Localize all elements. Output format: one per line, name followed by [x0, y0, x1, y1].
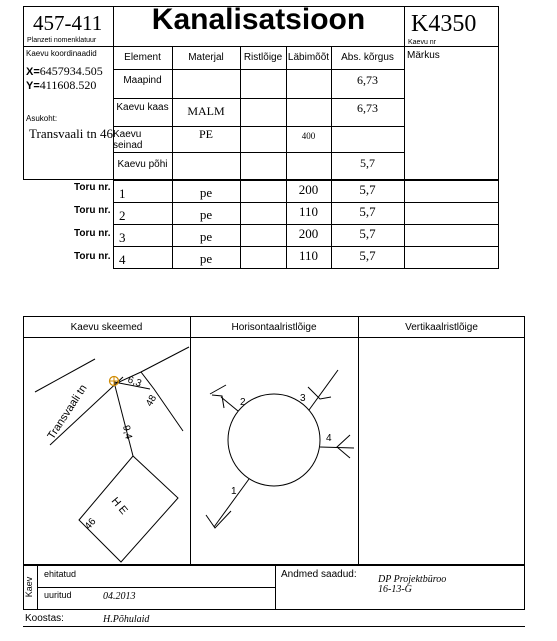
row-ground-element: Maapind	[123, 74, 162, 86]
horizontal-section	[190, 337, 358, 565]
row-ground-elevation: 6,73	[357, 72, 378, 87]
pipe-4-material: pe	[199, 251, 213, 266]
well-marker-icon	[109, 376, 119, 386]
pipe-2-material: pe	[199, 207, 213, 222]
pipe-2-label: Toru nr.	[74, 205, 111, 216]
surveyed-value: 04.2013	[103, 591, 136, 602]
pipe-1-nr: 1	[119, 186, 126, 201]
location-value: Transvaali tn 46	[29, 126, 114, 141]
pipe-4-diameter: 110	[298, 248, 319, 263]
col-header-element: Element	[124, 51, 161, 63]
pipe-number-3: 3	[300, 393, 306, 404]
well-number: K4350	[411, 11, 477, 37]
pipe-number-1: 1	[231, 486, 237, 497]
row-walls-element: Kaevu seinad	[113, 129, 143, 151]
pipe-1-label: Toru nr.	[74, 182, 111, 193]
col-header-notes: Märkus	[407, 50, 440, 61]
col-header-material: Materjal	[188, 51, 224, 63]
pipe-3-label: Toru nr.	[74, 228, 111, 239]
plan-caption: Planzeti nomenklatuur	[27, 37, 97, 44]
pipe-4-label: Toru nr.	[74, 251, 111, 262]
pipe-2-elevation: 5,7	[359, 204, 376, 219]
data-source-label: Andmed saadud:	[281, 569, 357, 580]
footer-vertical-label: Kaev	[24, 576, 34, 598]
dim-63: 6,3	[125, 374, 143, 390]
row-bottom-element: Kaevu põhi	[117, 158, 168, 170]
well-caption: Kaevu nr	[408, 39, 437, 46]
compiled-label: Koostas:	[25, 613, 64, 624]
pipe-number-2: 2	[240, 397, 246, 408]
street-label: Transvaali tn	[45, 382, 90, 442]
pipe-number-4: 4	[326, 433, 332, 444]
row-lid-elevation: 6,73	[357, 100, 378, 115]
x-coordinate: X=6457934.505	[26, 64, 103, 78]
pipe-2-diameter: 110	[298, 204, 319, 219]
row-bottom-elevation: 5,7	[360, 155, 375, 170]
col-header-cross: Ristlõige	[243, 51, 283, 63]
compiled-value: H.Põhulaid	[103, 614, 150, 625]
built-label: ehitatud	[44, 569, 77, 579]
location-sketch	[23, 337, 190, 565]
surveyed-label: uuritud	[44, 590, 72, 600]
panel-title-horizontal: Horisontaalristlõige	[231, 321, 317, 333]
col-header-elevation: Abs. kõrgus	[341, 51, 394, 63]
building-number: 46	[82, 516, 99, 532]
panel-title-vertical: Vertikaalristlõige	[405, 321, 478, 333]
pipe-1-elevation: 5,7	[359, 182, 376, 197]
pipe-4-elevation: 5,7	[359, 248, 376, 263]
pipe-1-diameter: 200	[298, 182, 319, 197]
panel-title-sketch: Kaevu skeemed	[70, 321, 143, 333]
plan-number: 457-411	[33, 11, 103, 35]
pipe-3-nr: 3	[119, 230, 126, 245]
data-source-line1: DP Projektbüroo	[378, 574, 447, 585]
col-header-diameter: Läbimõõt	[287, 51, 330, 63]
pipe-4-nr: 4	[119, 252, 126, 267]
row-walls-material: PE	[198, 126, 213, 141]
location-caption: Asukoht:	[26, 114, 58, 123]
coord-caption: Kaevu koordinaadid	[26, 49, 97, 58]
y-coordinate: Y=411608.520	[26, 78, 97, 92]
row-lid-element: Kaevu kaas	[116, 101, 169, 113]
row-lid-material: MALM	[187, 103, 225, 118]
pipe-3-diameter: 200	[298, 226, 319, 241]
pipe-2-nr: 2	[119, 208, 126, 223]
building-letters: H E	[108, 495, 130, 517]
row-walls-diameter: 400	[301, 131, 316, 141]
dim-94: 9,4	[120, 424, 134, 441]
data-source-line2: 16-13-G	[378, 584, 412, 595]
dim-48: 48	[144, 393, 160, 409]
page-title: Kanalisatsioon	[151, 3, 366, 36]
pipe-1-material: pe	[199, 185, 213, 200]
pipe-3-material: pe	[199, 229, 213, 244]
pipe-3-elevation: 5,7	[359, 226, 376, 241]
